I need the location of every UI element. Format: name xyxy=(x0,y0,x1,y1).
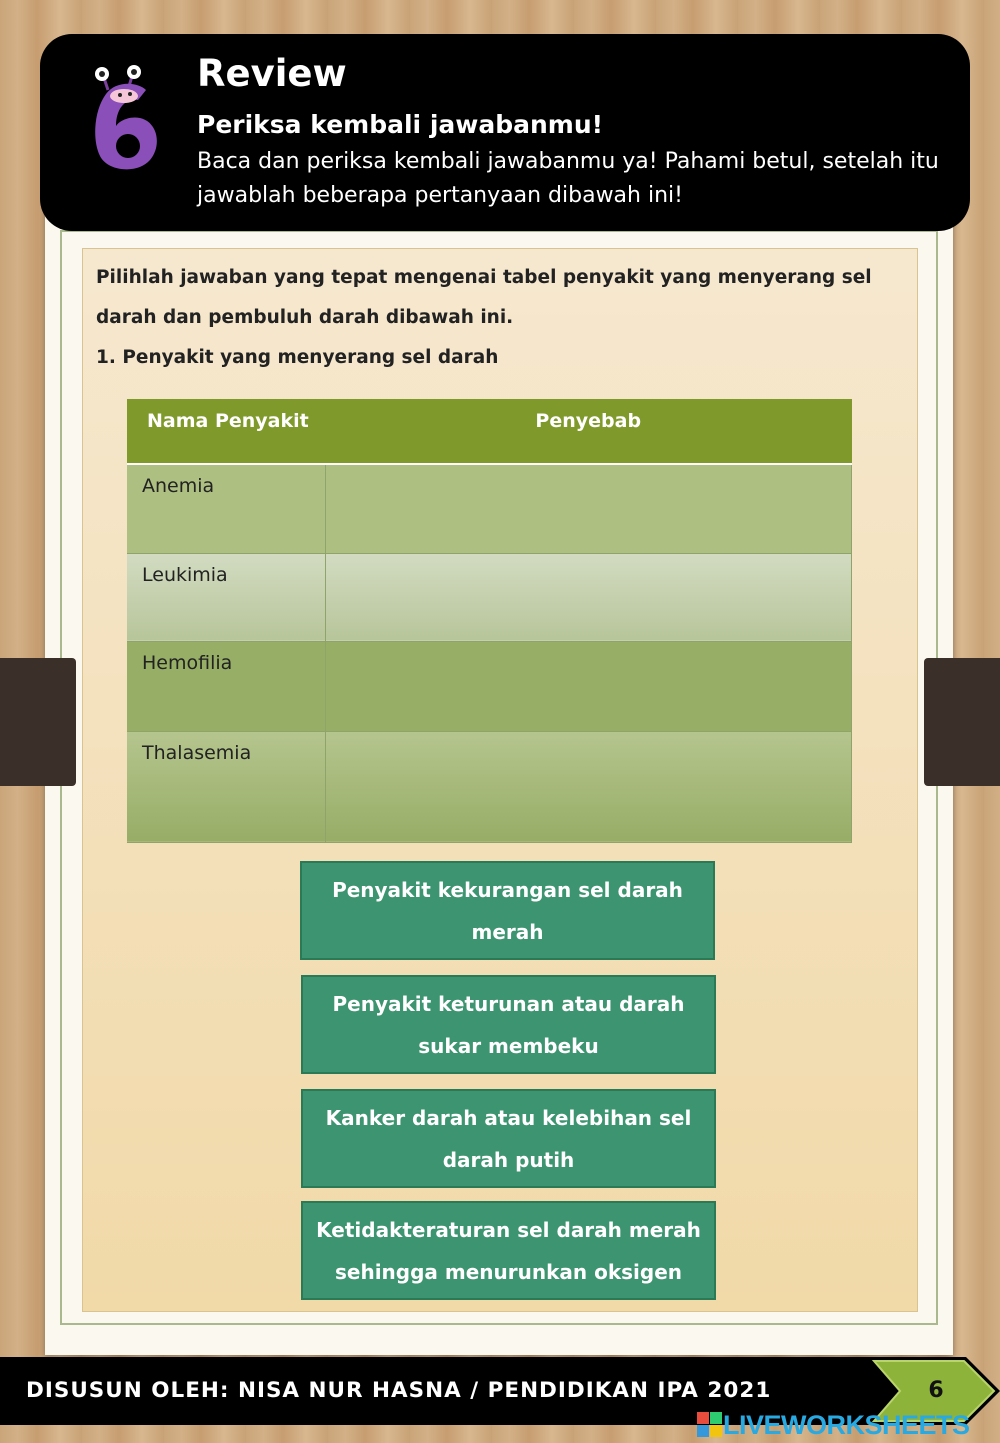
binder-clip-left xyxy=(0,658,76,786)
disease-name: Anemia xyxy=(127,464,325,553)
answer-drop-zone[interactable] xyxy=(325,641,852,731)
column-header-cause: Penyebab xyxy=(325,399,852,464)
column-header-name: Nama Penyakit xyxy=(127,399,325,464)
answer-drop-zone[interactable] xyxy=(325,464,852,553)
draggable-answer-option[interactable]: Penyakit kekurangan sel darah merah xyxy=(300,861,715,960)
disease-table xyxy=(127,399,852,843)
table-row xyxy=(127,553,852,641)
table-row xyxy=(127,641,852,731)
draggable-answer-option[interactable]: Kanker darah atau kelebihan sel darah putih xyxy=(301,1089,716,1188)
purple-number-six-monster-icon xyxy=(86,60,166,180)
answer-drop-zone[interactable] xyxy=(325,553,852,641)
table-row xyxy=(127,464,852,553)
liveworksheets-logo-icon xyxy=(697,1412,723,1438)
table-row xyxy=(127,731,852,842)
question-text: 1. Penyakit yang menyerang sel darah xyxy=(96,347,499,368)
footer-credit: DISUSUN OLEH: NISA NUR HASNA / PENDIDIKAN IPA 2021 xyxy=(0,1357,900,1425)
page-description: Baca dan periksa kembali jawabanmu ya! Pahami betul, setelah itu jawablah beberapa pertanyaan dibawah ini! xyxy=(197,149,939,208)
disease-name: Thalasemia xyxy=(127,731,325,842)
disease-name: Leukimia xyxy=(127,553,325,641)
page-number: 6 xyxy=(928,1378,944,1403)
watermark-text: LIVEWORKSHEETS xyxy=(723,1409,970,1440)
disease-name: Hemofilia xyxy=(127,641,325,731)
page-subtitle: Periksa kembali jawabanmu! xyxy=(197,110,604,139)
page-title: Review xyxy=(197,52,347,95)
draggable-answer-option[interactable]: Penyakit keturunan atau darah sukar membeku xyxy=(301,975,716,1074)
binder-clip-right xyxy=(924,658,1000,786)
instruction-text: Pilihlah jawaban yang tepat mengenai tabel penyakit yang menyerang sel darah dan pembuluh darah dibawah ini. xyxy=(96,267,872,328)
draggable-answer-option[interactable]: Ketidakteraturan sel darah merah sehingga menurunkan oksigen xyxy=(301,1201,716,1300)
answer-drop-zone[interactable] xyxy=(325,731,852,842)
liveworksheets-watermark xyxy=(697,1408,970,1442)
